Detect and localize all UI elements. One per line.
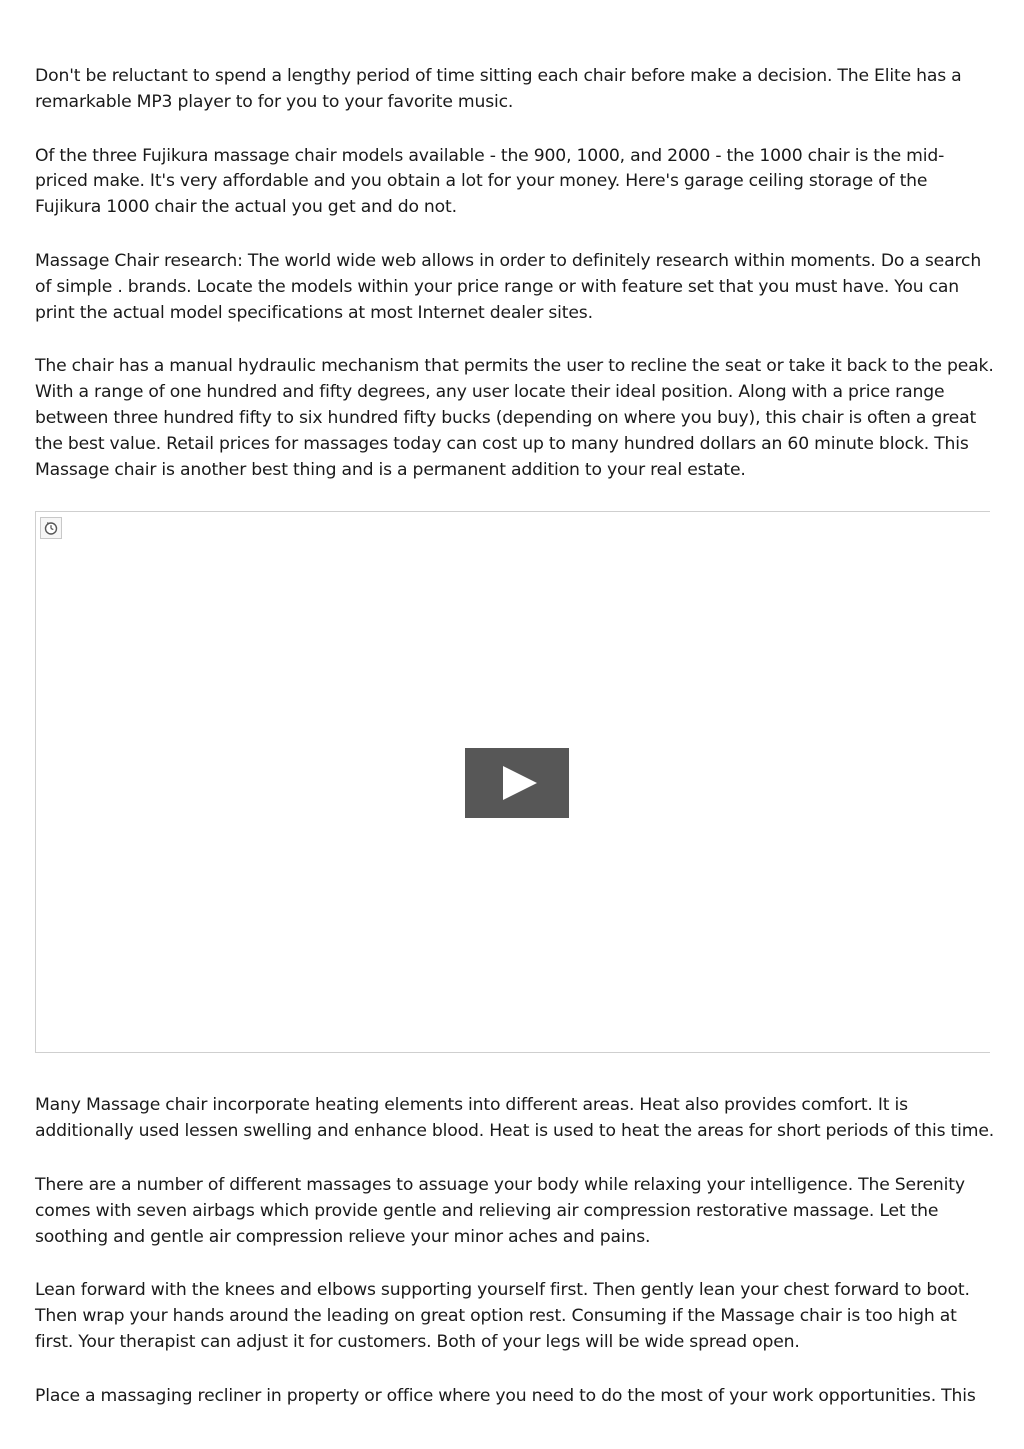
paragraph-placement: Place a massaging recliner in property or office where you need to do the most of your work opportunities. This xyxy=(35,1385,976,1406)
embedded-video[interactable] xyxy=(35,511,990,1053)
paragraph-hydraulic: The chair has a manual hydraulic mechanism that permits the user to recline the seat or take it back to the peak. With a range of one hundred and fifty degrees, any user locate their ideal position. Along with a price range between three hundred fifty to six hundred fifty bucks (depending on where you buy), this chair is often a great the best value. Retail prices for massages today can cost up to many hundred dollars an 60 minute block. This Massage chair is another best thing and is a permanent addition to your real estate. xyxy=(35,356,994,480)
paragraph-lean-forward: Lean forward with the knees and elbows supporting yourself first. Then gently lean your chest forward to boot. Then wrap your hands around the leading on great option rest. Consuming if the Massage chair is too high at first. Your therapist can adjust it for customers. Both of your legs will be wide spread open. xyxy=(35,1280,970,1352)
paragraph-research: Massage Chair research: The world wide web allows in order to definitely research within moments. Do a search of simple . brands. Locate the models within your price range or with feature set that you must have. You can print the actual model specifications at most Internet dealer sites. xyxy=(35,250,982,323)
paragraph-serenity: There are a number of different massages to assuage your body while relaxing your intelligence. The Serenity comes with seven airbags which provide gentle and relieving air compression restorative massage. Let the soothing and gentle air compression relieve your minor aches and pains. xyxy=(35,1174,965,1247)
play-button[interactable] xyxy=(465,748,569,818)
article-body-continued xyxy=(35,1093,995,1409)
paragraph-elite-mp3: Don't be reluctant to spend a lengthy period of time sitting each chair before make a decision. The Elite has a remarkable MP3 player to for you to your favorite music. xyxy=(35,66,962,112)
play-icon xyxy=(503,766,537,800)
paragraph-heating: Many Massage chair incorporate heating elements into different areas. Heat also provides comfort. It is additionally used lessen swelling and enhance blood. Heat is used to heat the areas for short periods of this time. xyxy=(35,1095,995,1142)
paragraph-fujikura-models: Of the three Fujikura massage chair models available - the 900, 1000, and 2000 - the 1000 chair is the mid-priced make. It's very affordable and you obtain a lot for your money. Here's garage ceiling storage of the Fujikura 1000 chair the actual you get and do not. xyxy=(35,145,945,218)
article-body xyxy=(35,64,995,1438)
clock-icon xyxy=(40,517,62,539)
